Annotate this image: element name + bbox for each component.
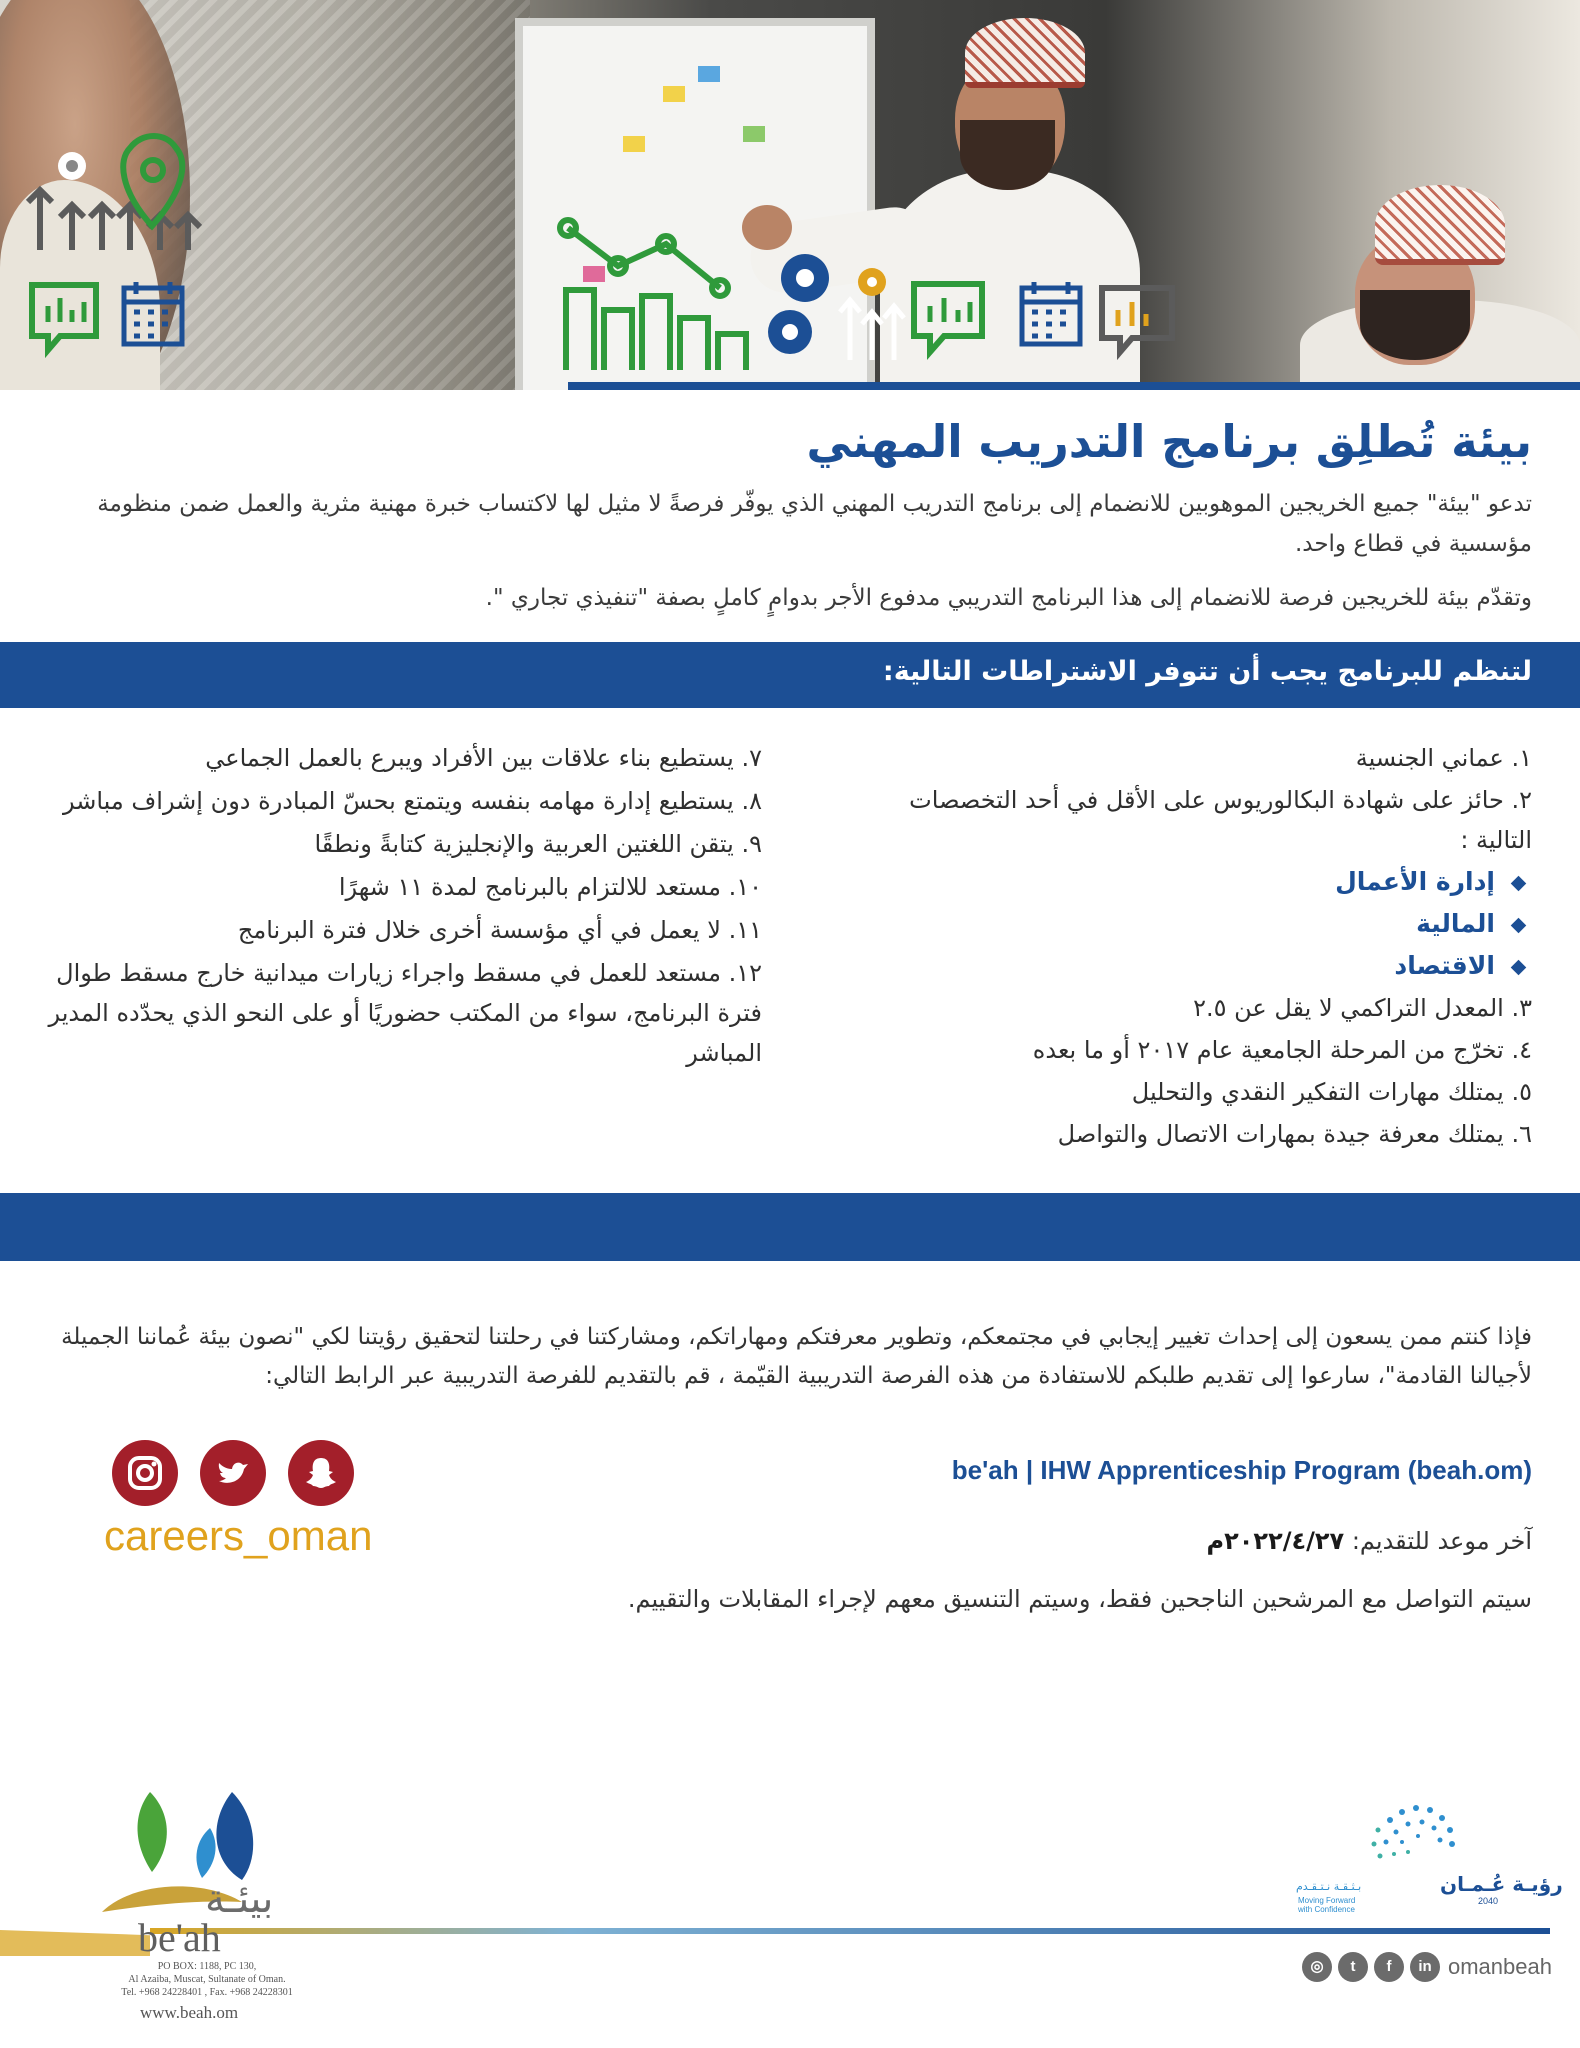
requirements-heading: لتنظم للبرنامج يجب أن تتوفر الاشتراطات التالية: [882,656,1532,687]
hero-accent-bar [568,382,1580,390]
vision-tagline-ar: بـثـقـة نـتـقـدم [1296,1880,1362,1893]
requirement-item: ٧. يستطيع بناء علاقات بين الأفراد ويبرع بالعمل الجماعي [205,744,762,772]
diamond-bullet-icon [1511,875,1527,891]
twitter-icon[interactable]: t [1338,1952,1368,1982]
specialization-item: إدارة الأعمال [872,862,1524,902]
closing-paragraph: فإذا كنتم ممن يسعون إلى إحداث تغيير إيجابي في مجتمعكم، وتطوير معرفتكم ومهاراتكم، ومشاركتنا في رحلتنا لتحقيق رؤيتنا لكي "نصون بيئة عُماننا الجميلة لأجيالنا القادمة"، سارعوا إلى تقديم طلبكم للاستفادة من هذه الفرصة التدريبية القيّمة ، قم بالتقديم للفرصة التدريبية عبر الرابط التالي: [61,1324,1532,1389]
specialization-item: المالية [872,904,1524,944]
intro-paragraph: تدعو "بيئة" جميع الخريجين الموهوبين للانضمام إلى برنامج التدريب المهني الذي يوفّر فرصةً لا مثيل لها لاكتساب خبرة مهنية مثرية والعمل ضمن منظومة مؤسسية في قطاع واحد. [97,491,1532,557]
instagram-icon[interactable] [112,1440,178,1506]
requirement-item: ٢. حائز على شهادة البكالوريوس على الأقل في أحد التخصصات التالية : [909,786,1532,854]
requirement-item: ٩. يتقن اللغتين العربية والإنجليزية كتابةً ونطقًا [314,830,762,858]
calendar-icon [1022,282,1080,344]
infographic-icons [0,0,1580,390]
deadline-label: آخر موعد للتقديم: [1351,1527,1532,1555]
gear-icon [58,152,86,180]
calendar-icon [124,282,182,344]
address-line: Tel. +968 24228401 , Fax. +968 24228301 [121,1987,293,1998]
address-line: Al Azaiba, Muscat, Sultanate of Oman. [128,1974,286,1985]
bar-chart-bubble-icon [914,284,982,352]
specializations [872,862,1532,986]
address-line: PO BOX: 1188, PC 130, [157,1961,257,1972]
twitter-icon[interactable] [200,1440,266,1506]
vision-year: 2040 [1478,1896,1499,1906]
diamond-bullet-icon [1511,917,1527,933]
vision-title: رؤيـة عُـمـان [1440,1872,1563,1896]
page-title: بيئة تُطلِق برنامج التدريب المهني [806,415,1532,468]
requirements-header-band [0,642,1580,708]
requirement-item: ٥. يمتلك مهارات التفكير النقدي والتحليل [1131,1078,1532,1106]
social-handle[interactable]: careers_oman [104,1512,373,1559]
footer-stripe [150,1928,1550,1934]
up-arrows-icon [840,300,904,360]
selection-notice: سيتم التواصل مع المرشحين الناجحين فقط، وسيتم التنسيق معهم لإجراء المقابلات والتقييم. [627,1585,1532,1613]
line-chart-icon [560,220,746,370]
hero-photo [0,0,1580,390]
footer-social-handle[interactable]: omanbeah [1448,1954,1552,1979]
linkedin-icon[interactable]: in [1410,1952,1440,1982]
deadline [1207,1527,1532,1555]
requirement-item: ١١. لا يعمل في أي مؤسسة أخرى خلال فترة البرنامج [237,916,762,944]
requirements-list-right [872,738,1532,1156]
bar-chart-bubble-icon [1102,288,1172,352]
requirement-item: ١٢. مستعد للعمل في مسقط واجراء زيارات ميدانية خارج مسقط طوال فترة البرنامج، سواء من المكتب حضوريًا أو على النحو الذي يحدّده المدير المباشر [48,959,762,1067]
postal-address [92,1960,322,1999]
website[interactable]: www.beah.om [140,2003,239,2022]
diamond-bullet-icon [1511,959,1527,975]
logo-arabic: بيئـة [205,1876,274,1922]
requirement-item: ٣. المعدل التراكمي لا يقل عن ٢.٥ [1193,994,1532,1022]
facebook-icon[interactable]: f [1374,1952,1404,1982]
requirement-item: ٨. يستطيع إدارة مهامه بنفسه ويتمتع بحسّ المبادرة دون إشراف مباشر [63,787,762,815]
intro-paragraph: وتقدّم بيئة للخريجين فرصة للانضمام إلى هذا البرنامج التدريبي مدفوع الأجر بدوامٍ كاملٍ بصفة "تنفيذي تجاري ". [485,585,1532,611]
application-link[interactable]: be'ah | IHW Apprenticeship Program (beah.om) [951,1455,1532,1485]
intro-text [50,484,1532,632]
logo-english: be'ah [138,1915,221,1960]
requirement-item: ٦. يمتلك معرفة جيدة بمهارات الاتصال والتواصل [1057,1120,1532,1148]
instagram-icon[interactable]: ◎ [1302,1952,1332,1982]
bar-chart-bubble-icon [32,285,96,350]
deadline-date: ٢٠٢٢/٤/٢٧م [1206,1527,1345,1555]
requirement-item: ٤. تخرّج من المرحلة الجامعية عام ٢٠١٧ أو ما بعده [1032,1036,1532,1064]
requirement-item: ١. عماني الجنسية [1355,744,1532,772]
vision-tagline-en: Moving Forward with Confidence [1298,1896,1356,1914]
gears-icon [768,254,886,354]
specialization-item: الاقتصاد [872,946,1524,986]
requirement-item: ١٠. مستعد للالتزام بالبرنامج لمدة ١١ شهرًا [338,873,762,901]
divider-band [0,1193,1580,1261]
snapchat-icon[interactable] [288,1440,354,1506]
requirements-list-left [32,738,762,1076]
